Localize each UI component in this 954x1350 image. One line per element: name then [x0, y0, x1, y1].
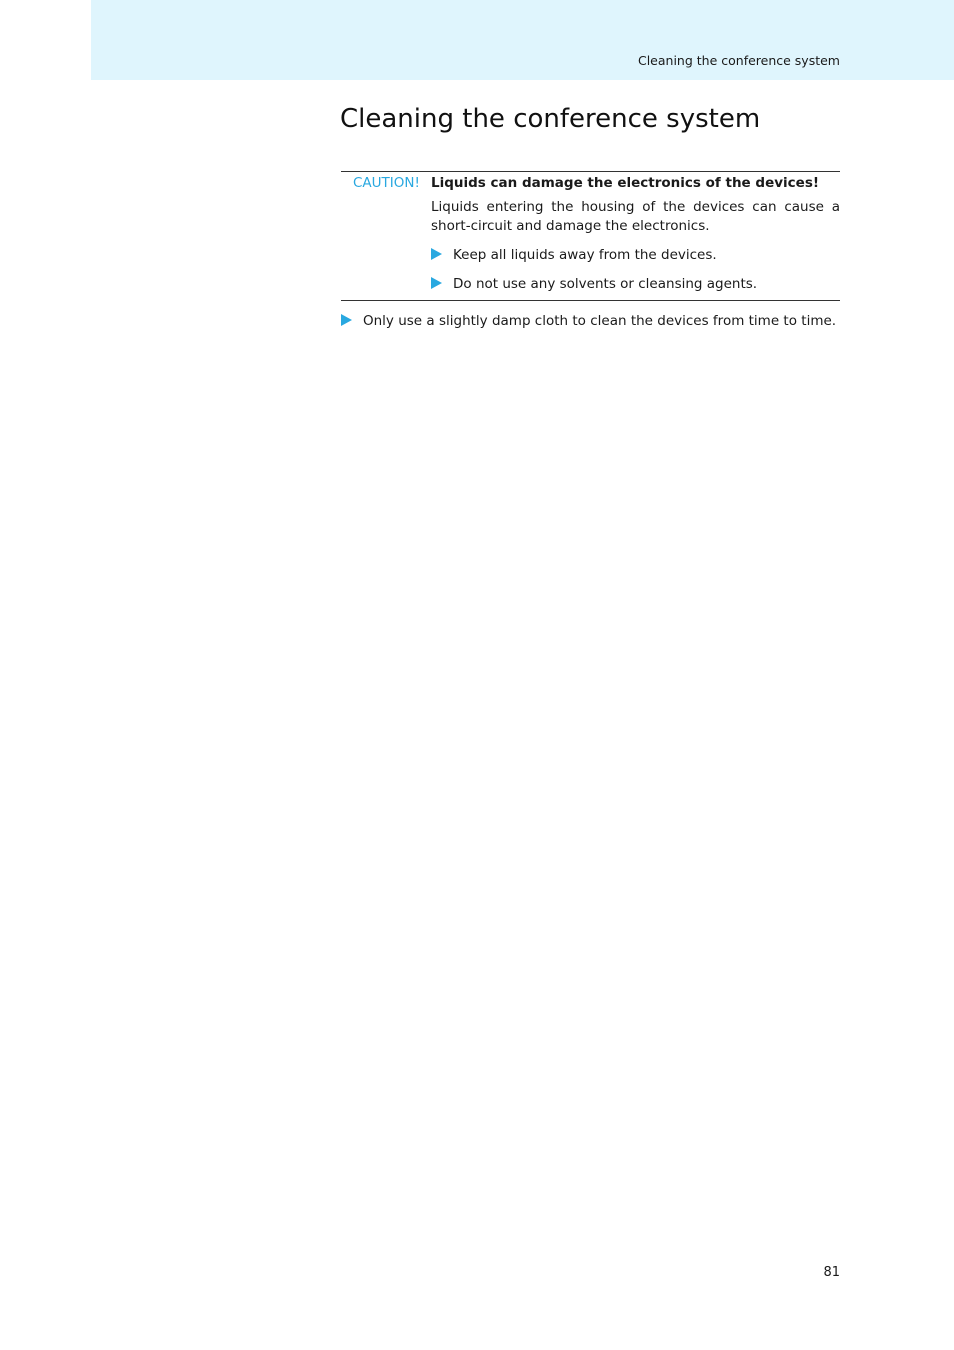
running-head: Cleaning the conference system	[637, 53, 840, 68]
triangle-right-icon	[431, 277, 442, 289]
caution-step-text: Keep all liquids away from the devices.	[453, 247, 717, 263]
instruction-step	[341, 313, 836, 329]
caution-box	[341, 171, 840, 301]
page-number: 81	[823, 1265, 840, 1280]
caution-step	[431, 276, 757, 292]
caution-label: CAUTION!	[353, 175, 420, 191]
header-band	[91, 0, 954, 80]
triangle-right-icon	[431, 248, 442, 260]
triangle-right-icon	[341, 314, 352, 326]
instruction-step-text: Only use a slightly damp cloth to clean the devices from time to time.	[363, 313, 837, 329]
caution-step	[431, 247, 717, 263]
page-title: Cleaning the conference system	[340, 104, 761, 134]
caution-text: Liquids entering the housing of the devices can cause a short-circuit and damage the electronics.	[431, 199, 840, 234]
caution-step-text: Do not use any solvents or cleansing agents.	[453, 276, 758, 292]
caution-heading: Liquids can damage the electronics of the devices!	[431, 175, 820, 191]
